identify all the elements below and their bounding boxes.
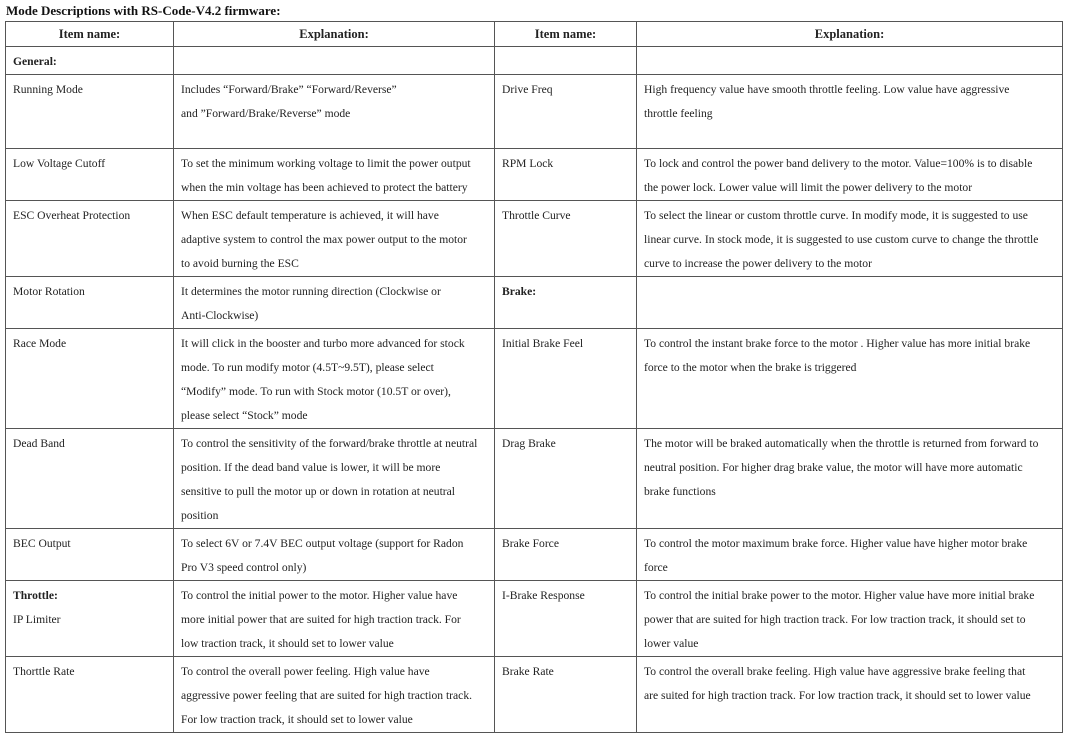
item-explanation: It determines the motor running direction (Clockwise or Anti-Clockwise) [174,277,495,329]
item-explanation: It will click in the booster and turbo more advanced for stock mode. To run modify motor (4.5T~9.5T), please select “Modify” mode. To run with Stock motor (10.5T or over), please select “Stock” mode [174,329,495,429]
header-item-name-right: Item name: [495,22,637,47]
table-row [6,581,1063,657]
table-row [6,657,1063,733]
item-explanation: To control the sensitivity of the forward/brake throttle at neutral position. If the dead band value is lower, it will be more sensitive to pull the motor up or down in rotation at neutral position [174,429,495,529]
empty-cell [637,47,1063,75]
item-name: RPM Lock [495,149,637,201]
item-name: Drive Freq [495,75,637,149]
item-explanation: Includes “Forward/Brake” “Forward/Reverse” and ”Forward/Brake/Reverse” mode [174,75,495,149]
table-row [6,149,1063,201]
item-explanation: High frequency value have smooth throttle feeling. Low value have aggressive throttle feeling [637,75,1063,149]
table-row [6,329,1063,429]
item-explanation: When ESC default temperature is achieved, it will have adaptive system to control the max power output to the motor to avoid burning the ESC [174,201,495,277]
table-row [6,429,1063,529]
item-name: BEC Output [6,529,174,581]
item-explanation: To control the overall power feeling. High value have aggressive power feeling that are suited for high traction track. For low traction track, it should set to lower value [174,657,495,733]
item-explanation: To control the motor maximum brake force. Higher value have higher motor brake force [637,529,1063,581]
empty-cell [495,47,637,75]
section-row-general [6,47,1063,75]
table-row [6,75,1063,149]
item-name: Initial Brake Feel [495,329,637,429]
item-name: ESC Overheat Protection [6,201,174,277]
item-explanation: To control the initial power to the motor. Higher value have more initial power that are suited for high traction track. For low traction track, it should set to lower value [174,581,495,657]
item-name: Low Voltage Cutoff [6,149,174,201]
item-name: Dead Band [6,429,174,529]
item-explanation: To control the initial brake power to the motor. Higher value have more initial brake power that are suited for high traction track. For low traction track, it should set to lower value [637,581,1063,657]
section-label-throttle: Throttle: [13,589,58,602]
mode-descriptions-table [5,21,1063,733]
item-explanation: To lock and control the power band delivery to the motor. Value=100% is to disable the power lock. Lower value will limit the power delivery to the motor [637,149,1063,201]
item-explanation: To set the minimum working voltage to limit the power output when the min voltage has been achieved to protect the battery [174,149,495,201]
section-label-brake: Brake: [495,277,637,329]
item-explanation: To control the instant brake force to the motor . Higher value has more initial brake force to the motor when the brake is triggered [637,329,1063,429]
item-name: Brake Rate [495,657,637,733]
item-explanation: To select 6V or 7.4V BEC output voltage (support for Radon Pro V3 speed control only) [174,529,495,581]
table-row [6,201,1063,277]
item-explanation: To control the overall brake feeling. High value have aggressive brake feeling that are suited for high traction track. For low traction track, it should set to lower value [637,657,1063,733]
header-explanation-right: Explanation: [637,22,1063,47]
item-name: I-Brake Response [495,581,637,657]
header-row [6,22,1063,47]
empty-cell [174,47,495,75]
item-name: Drag Brake [495,429,637,529]
section-label-general: General: [6,47,174,75]
header-explanation-left: Explanation: [174,22,495,47]
item-name: Thorttle Rate [6,657,174,733]
item-explanation: To select the linear or custom throttle curve. In modify mode, it is suggested to use linear curve. In stock mode, it is suggested to use custom curve to change the throttle curve to increase the power delivery to the motor [637,201,1063,277]
document-title: Mode Descriptions with RS-Code-V4.2 firmware: [6,3,281,18]
item-name: Running Mode [6,75,174,149]
table-row [6,529,1063,581]
table-row [6,277,1063,329]
item-name: Race Mode [6,329,174,429]
item-name: Brake Force [495,529,637,581]
item-name: Motor Rotation [6,277,174,329]
item-name: Throttle Curve [495,201,637,277]
item-name: Throttle: IP Limiter [6,581,174,657]
item-explanation: The motor will be braked automatically when the throttle is returned from forward to neutral position. For higher drag brake value, the motor will have more automatic brake functions [637,429,1063,529]
header-item-name-left: Item name: [6,22,174,47]
empty-cell [637,277,1063,329]
